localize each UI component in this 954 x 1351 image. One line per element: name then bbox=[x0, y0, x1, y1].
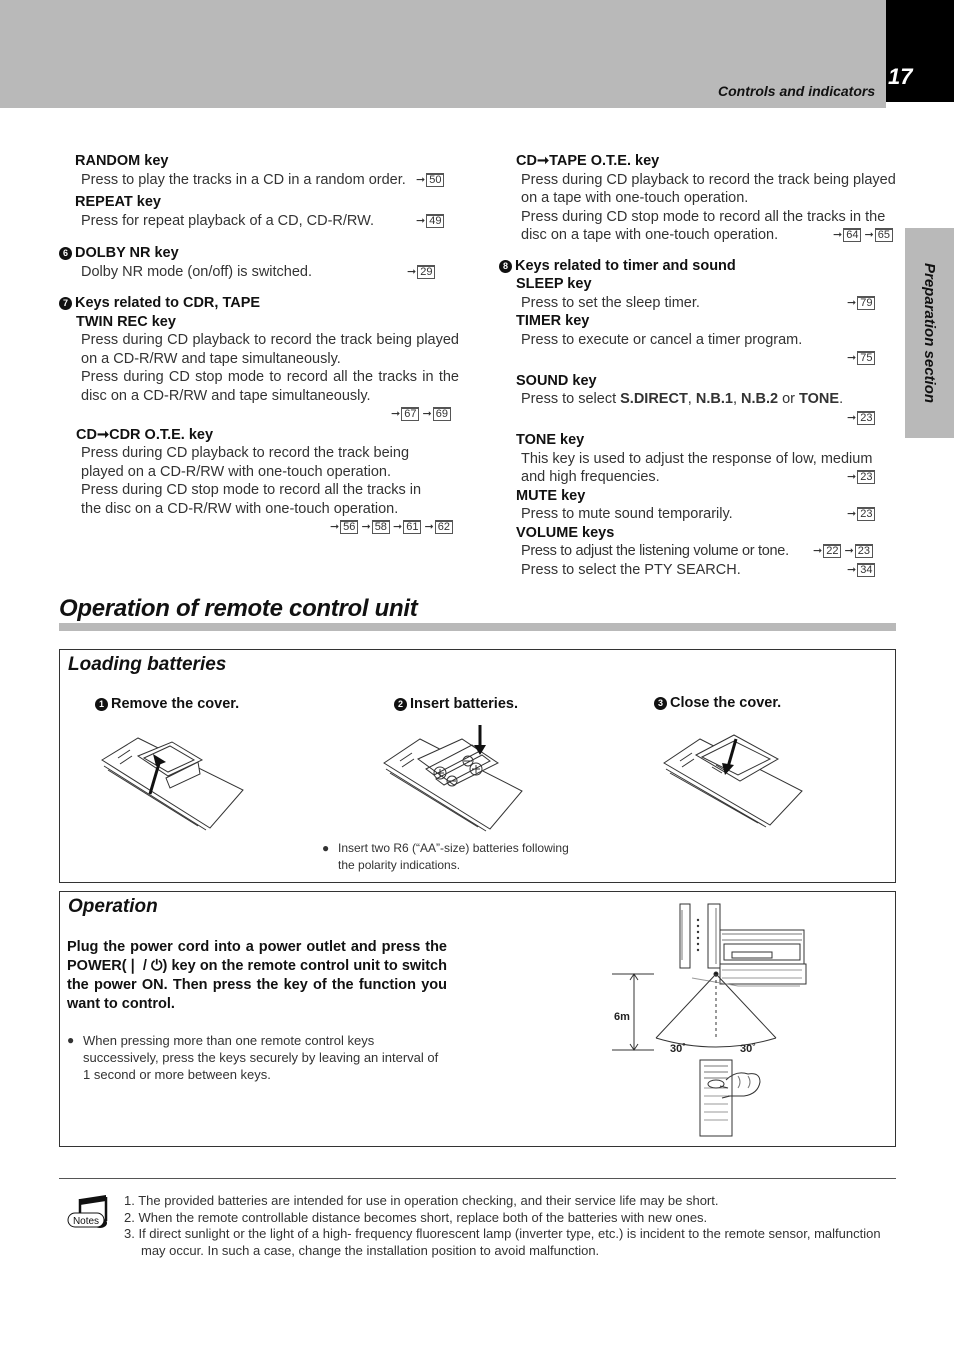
side-tab-label: Preparation section bbox=[921, 262, 938, 404]
mute-desc bbox=[521, 505, 897, 524]
sound-desc bbox=[521, 390, 897, 409]
step-2-text: Insert batteries. bbox=[410, 696, 518, 712]
cd-tape-desc2 bbox=[521, 208, 897, 245]
operation-bullet bbox=[67, 1032, 439, 1083]
cd-tape-desc2-text: Press during CD stop mode to record all the tracks in the disc on a tape with one-touch operation. bbox=[521, 208, 886, 243]
note-item: 2. When the remote controllable distance becomes short, replace both of the batteries with new ones. bbox=[124, 1209, 708, 1225]
dolby-desc bbox=[81, 263, 459, 282]
ref-page: 79 bbox=[857, 296, 875, 310]
tone-desc bbox=[521, 450, 891, 487]
note-item: 1. The provided batteries are intended for use in operation checking, and their service life may be short. bbox=[124, 1193, 719, 1208]
mute-desc-text: Press to mute sound temporarily. bbox=[521, 506, 733, 522]
cd-tape-desc1: Press during CD playback to record the track being played on a tape with one-touch operation. bbox=[521, 171, 896, 206]
repeat-ref: ➞ 49 bbox=[416, 212, 444, 231]
ref-page: 23 bbox=[857, 470, 875, 484]
notes-icon-label: Notes bbox=[72, 1216, 100, 1227]
num-badge: 1 bbox=[95, 698, 108, 711]
operation-title: Operation bbox=[68, 896, 158, 917]
sound-sep: , bbox=[687, 391, 696, 407]
mute-key-label: MUTE key bbox=[516, 487, 586, 504]
remote-remove-cover-illustration bbox=[98, 730, 248, 835]
num-badge: 6 bbox=[59, 247, 72, 260]
distance-label: 6m bbox=[614, 1011, 630, 1023]
cd-cdr-refs: ➞ 56 ➞ 58 ➞ 61 ➞ 62 bbox=[59, 518, 459, 537]
num-badge: 8 bbox=[499, 260, 512, 273]
repeat-key-desc bbox=[81, 212, 459, 231]
notes-list bbox=[124, 1193, 890, 1259]
ref-page: 67 bbox=[401, 407, 419, 421]
cd-cdr-desc2: Press during CD stop mode to record all the tracks in the disc on a CD-R/RW with one-touch operation. bbox=[81, 482, 422, 517]
sound-pre: Press to select bbox=[521, 391, 621, 407]
right-column bbox=[499, 152, 897, 579]
ref-page: 50 bbox=[426, 173, 444, 187]
sound-end: . bbox=[839, 391, 844, 407]
dolby-desc-text: Dolby NR mode (on/off) is switched. bbox=[81, 263, 313, 280]
operation-instructions bbox=[67, 938, 447, 1014]
ref-page: 56 bbox=[340, 520, 358, 534]
ref-page: 49 bbox=[426, 214, 444, 228]
power-symbol: ❘ / ⏻ bbox=[126, 958, 163, 974]
random-desc-text: Press to play the tracks in a CD in a random order. bbox=[81, 171, 406, 188]
cd-cdr-desc1: Press during CD playback to record the track being played on a CD-R/RW with one-touch operation. bbox=[81, 445, 410, 480]
sound-sep: or bbox=[778, 391, 800, 407]
sound-option: N.B.2 bbox=[741, 391, 779, 407]
instructions-pre: Plug the power cord into a power outlet and press the POWER( bbox=[67, 939, 447, 974]
angle-right-label: 30˚ bbox=[740, 1043, 756, 1055]
page-number: 17 bbox=[888, 64, 913, 89]
section-title: Controls and indicators bbox=[718, 83, 876, 99]
cd-cdr-key-label: CD➞CDR O.T.E. key bbox=[76, 426, 214, 443]
volume-desc1-text: Press to adjust the listening volume or tone. bbox=[521, 543, 789, 559]
ref-page: 65 bbox=[875, 228, 893, 242]
tone-ref: ➞ 23 bbox=[847, 468, 875, 487]
ref-page: 23 bbox=[855, 544, 873, 558]
sound-option: N.B.1 bbox=[695, 391, 733, 407]
remote-close-cover-illustration bbox=[660, 725, 810, 830]
loading-title: Loading batteries bbox=[68, 654, 227, 675]
battery-note-text: Insert two R6 (“AA”-size) batteries following the polarity indications. bbox=[338, 841, 569, 872]
loading-batteries-box bbox=[59, 649, 896, 883]
timer-desc: Press to execute or cancel a timer program. bbox=[521, 331, 803, 348]
twin-rec-desc2: Press during CD stop mode to record all the tracks in the disc on a CD-R/RW and tape simultaneously. bbox=[81, 369, 459, 404]
cdr-heading bbox=[59, 294, 459, 313]
dolby-key-label: DOLBY NR key bbox=[75, 245, 179, 261]
repeat-key-label: REPEAT key bbox=[75, 194, 161, 210]
tone-desc-text: This key is used to adjust the response of low, medium and high frequencies. bbox=[521, 450, 873, 485]
twin-rec-refs: ➞ 67 ➞ 69 bbox=[59, 405, 459, 424]
note-item: 3. If direct sunlight or the light of a high- frequency fluorescent lamp (inverter type, etc.) is incident to the remote sensor, malfunction may occur. In such a case, change the installation position to avoid malfunction. bbox=[124, 1226, 881, 1258]
random-key-label: RANDOM key bbox=[75, 153, 169, 169]
random-ref: ➞ 50 bbox=[416, 171, 444, 190]
num-badge: 7 bbox=[59, 297, 72, 310]
ref-page: 23 bbox=[857, 507, 875, 521]
twin-rec-key-label: TWIN REC key bbox=[76, 313, 176, 330]
volume-ref2: ➞ 34 bbox=[847, 561, 875, 580]
notes-icon bbox=[66, 1195, 110, 1235]
ref-page: 62 bbox=[435, 520, 453, 534]
ref-page: 64 bbox=[843, 228, 861, 242]
main-title: Operation of remote control unit bbox=[59, 595, 418, 622]
left-column bbox=[59, 152, 459, 537]
bullet-dot: ● bbox=[67, 1033, 75, 1047]
step-1-text: Remove the cover. bbox=[111, 696, 240, 712]
sleep-key-label: SLEEP key bbox=[516, 276, 592, 292]
step-3 bbox=[654, 695, 781, 711]
sleep-ref: ➞ 79 bbox=[847, 294, 875, 313]
sound-sep: , bbox=[732, 391, 741, 407]
timer-heading-text: Keys related to timer and sound bbox=[515, 257, 736, 274]
ref-page: 34 bbox=[857, 563, 875, 577]
sleep-desc bbox=[521, 294, 897, 313]
tone-key-label: TONE key bbox=[516, 432, 585, 448]
volume-desc2 bbox=[521, 561, 897, 580]
cd-tape-refs: ➞ 64 ➞ 65 bbox=[833, 226, 893, 245]
ref-page: 69 bbox=[433, 407, 451, 421]
step-2 bbox=[394, 696, 518, 712]
ref-page: 22 bbox=[823, 544, 841, 558]
sound-option: TONE bbox=[799, 391, 840, 407]
angle-left-label: 30˚ bbox=[670, 1043, 686, 1055]
instructions-post: ) key on the remote control unit to switch the power ON. Then press the key of the function you want to control. bbox=[67, 958, 447, 1012]
random-key-desc bbox=[81, 171, 459, 190]
sound-key-label: SOUND key bbox=[516, 372, 597, 389]
operation-bullet-text: When pressing more than one remote control keys successively, press the keys securely by leaving an interval of 1 second or more between keys. bbox=[83, 1033, 439, 1082]
volume-desc1 bbox=[521, 542, 897, 561]
sound-ref: ➞ 23 bbox=[847, 409, 897, 428]
bullet-dot: ● bbox=[322, 841, 330, 855]
notes-divider bbox=[59, 1178, 896, 1179]
battery-note bbox=[322, 840, 584, 874]
volume-refs: ➞ 22 ➞ 23 bbox=[813, 542, 873, 561]
sleep-desc-text: Press to set the sleep timer. bbox=[521, 294, 700, 311]
remote-insert-batteries-illustration bbox=[380, 725, 530, 835]
ref-page: 75 bbox=[857, 351, 875, 365]
sound-option: S.DIRECT bbox=[620, 391, 688, 407]
title-underline bbox=[59, 623, 896, 631]
operation-box bbox=[59, 891, 896, 1147]
dolby-heading bbox=[59, 244, 459, 263]
volume-key-label: VOLUME keys bbox=[516, 524, 615, 541]
ref-page: 29 bbox=[417, 265, 435, 279]
ref-page: 61 bbox=[403, 520, 421, 534]
remote-range-diagram bbox=[608, 900, 838, 1140]
ref-page: 58 bbox=[372, 520, 390, 534]
timer-ref: ➞ 75 bbox=[847, 349, 897, 368]
cd-tape-key-label: CD➞TAPE O.T.E. key bbox=[516, 153, 660, 169]
dolby-ref: ➞ 29 bbox=[407, 263, 435, 282]
timer-heading bbox=[499, 257, 897, 276]
timer-key-label: TIMER key bbox=[516, 313, 590, 329]
repeat-desc-text: Press for repeat playback of a CD, CD-R/RW. bbox=[81, 212, 375, 229]
step-3-text: Close the cover. bbox=[670, 695, 782, 711]
cdr-heading-text: Keys related to CDR, TAPE bbox=[75, 295, 261, 311]
side-tab-label-wrap bbox=[905, 228, 954, 438]
volume-desc2-text: Press to select the PTY SEARCH. bbox=[521, 561, 741, 578]
num-badge: 2 bbox=[394, 698, 407, 711]
ref-page: 23 bbox=[857, 411, 875, 425]
num-badge: 3 bbox=[654, 697, 667, 710]
mute-ref: ➞ 23 bbox=[847, 505, 875, 524]
step-1 bbox=[95, 696, 239, 712]
twin-rec-desc1: Press during CD playback to record the track being played on a CD-R/RW and tape simultaneously. bbox=[81, 332, 459, 367]
